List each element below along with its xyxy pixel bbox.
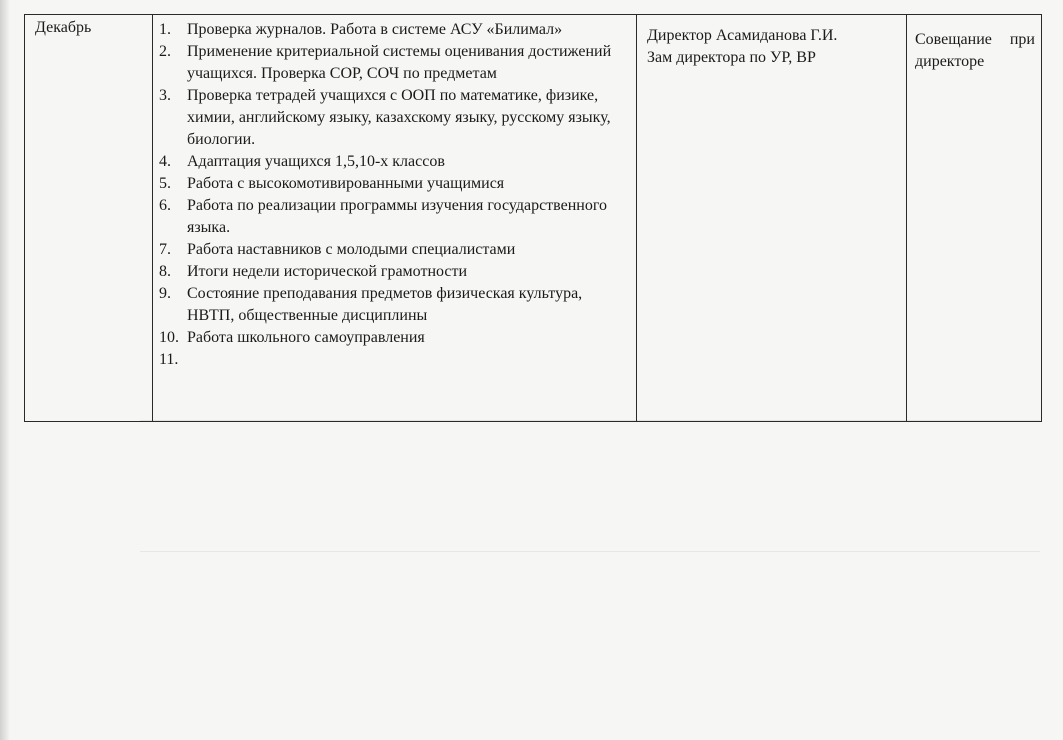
- page-edge-shadow: [0, 0, 10, 740]
- list-item-number: 9.: [159, 285, 171, 302]
- list-item-number: 8.: [159, 263, 171, 280]
- list-item-number: 1.: [159, 21, 171, 38]
- list-item: [159, 19, 628, 41]
- tasks-cell: [153, 15, 637, 422]
- list-item: [159, 41, 628, 85]
- list-item: [159, 261, 628, 283]
- list-item-text: Работа школьного самоуправления: [187, 329, 425, 346]
- list-item-text: Работа с высокомотивированными учащимися: [187, 175, 505, 192]
- list-item: [159, 85, 628, 151]
- list-item-number: 3.: [159, 87, 171, 104]
- responsible-deputy: Зам директора по УР, ВР: [647, 49, 816, 66]
- month-label: Декабрь: [35, 19, 92, 36]
- list-item-text: Состояние преподавания предметов физическая культура, НВТП, общественные дисциплины: [187, 285, 583, 324]
- task-list: [159, 19, 628, 371]
- responsible-cell: [637, 15, 907, 422]
- list-item-number: 10.: [159, 329, 179, 346]
- list-item-number: 2.: [159, 43, 171, 60]
- list-item-number: 11.: [159, 351, 179, 368]
- list-item-number: 7.: [159, 241, 171, 258]
- list-item: [159, 327, 628, 349]
- month-cell: [25, 15, 153, 422]
- list-item-number: 4.: [159, 153, 171, 170]
- table-row: [25, 15, 1042, 422]
- list-item-text: Работа по реализации программы изучения государственного языка.: [187, 197, 608, 236]
- list-item: [159, 239, 628, 261]
- list-item: [159, 151, 628, 173]
- form-cell: [907, 15, 1042, 422]
- list-item-number: 6.: [159, 197, 171, 214]
- bleed-through-table-lines: [140, 420, 1040, 552]
- plan-table: [24, 14, 1042, 422]
- meeting-form: Совещание при директоре: [915, 31, 1035, 70]
- list-item-number: 5.: [159, 175, 171, 192]
- list-item-text: Работа наставников с молодыми специалистами: [187, 241, 516, 258]
- list-item: [159, 349, 628, 371]
- responsible-director: Директор Асамиданова Г.И.: [647, 27, 838, 44]
- list-item-text: Проверка тетрадей учащихся с ООП по математике, физике, химии, английскому языку, казахскому языку, русскому языку, биологии.: [187, 87, 611, 148]
- list-item-text: Итоги недели исторической грамотности: [187, 263, 468, 280]
- list-item-text: [187, 349, 628, 371]
- list-item-text: Применение критериальной системы оценивания достижений учащихся. Проверка СОР, СОЧ по предметам: [187, 43, 612, 82]
- list-item: [159, 195, 628, 239]
- list-item-text: Проверка журналов. Работа в системе АСУ «Билимал»: [187, 21, 563, 38]
- list-item: [159, 283, 628, 327]
- list-item-text: Адаптация учащихся 1,5,10-х классов: [187, 153, 445, 170]
- list-item: [159, 173, 628, 195]
